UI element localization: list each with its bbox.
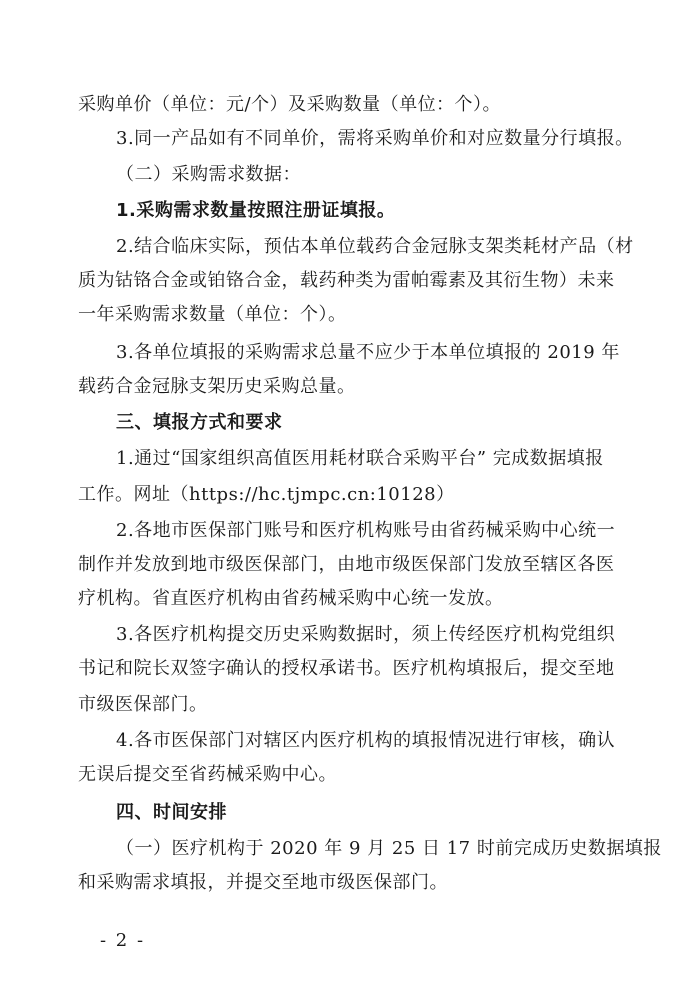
paragraph-line: 工作。网址（https://hc.tjmpc.cn:10128） — [78, 484, 455, 505]
page-number: - 2 - — [100, 930, 146, 951]
subsection-heading: （二）采购需求数据： — [116, 164, 301, 185]
paragraph-line: 采购单价（单位：元/个）及采购数量（单位：个）。 — [78, 94, 502, 115]
paragraph-line: （一）医疗机构于 2020 年 9 月 25 日 17 时前完成历史数据填报 — [116, 838, 662, 859]
paragraph-line: 2.结合临床实际，预估本单位载药合金冠脉支架类耗材产品（材 — [116, 236, 634, 257]
paragraph-line: 4.各市医保部门对辖区内医疗机构的填报情况进行审核，确认 — [116, 730, 616, 751]
paragraph-line: 3.各医疗机构提交历史采购数据时，须上传经医疗机构党组织 — [116, 624, 616, 645]
paragraph-line: 质为钴铬合金或铂铬合金，载药种类为雷帕霉素及其衍生物）未来 — [78, 270, 615, 291]
paragraph-line: 市级医保部门。 — [78, 694, 208, 715]
paragraph-line: 疗机构。省直医疗机构由省药械采购中心统一发放。 — [78, 588, 504, 609]
paragraph-line: 一年采购需求数量（单位：个）。 — [78, 304, 347, 325]
paragraph-line: 3.同一产品如有不同单价，需将采购单价和对应数量分行填报。 — [116, 128, 634, 149]
paragraph-line: 和采购需求填报，并提交至地市级医保部门。 — [78, 872, 448, 893]
paragraph-line: 3.各单位填报的采购需求总量不应少于本单位填报的 2019 年 — [116, 342, 620, 363]
paragraph-line: 书记和院长双签字确认的授权承诺书。医疗机构填报后，提交至地 — [78, 658, 615, 679]
bold-paragraph-line: 1.采购需求数量按照注册证填报。 — [116, 200, 396, 221]
section-heading: 四、时间安排 — [116, 802, 227, 823]
paragraph-line: 无误后提交至省药械采购中心。 — [78, 764, 337, 785]
paragraph-line: 制作并发放到地市级医保部门，由地市级医保部门发放至辖区各医 — [78, 554, 615, 575]
paragraph-line: 载药合金冠脉支架历史采购总量。 — [78, 376, 356, 397]
paragraph-line: 1.通过“国家组织高值医用耗材联合采购平台” 完成数据填报 — [116, 448, 604, 469]
section-heading: 三、填报方式和要求 — [116, 412, 283, 433]
paragraph-line: 2.各地市医保部门账号和医疗机构账号由省药械采购中心统一 — [116, 520, 616, 541]
